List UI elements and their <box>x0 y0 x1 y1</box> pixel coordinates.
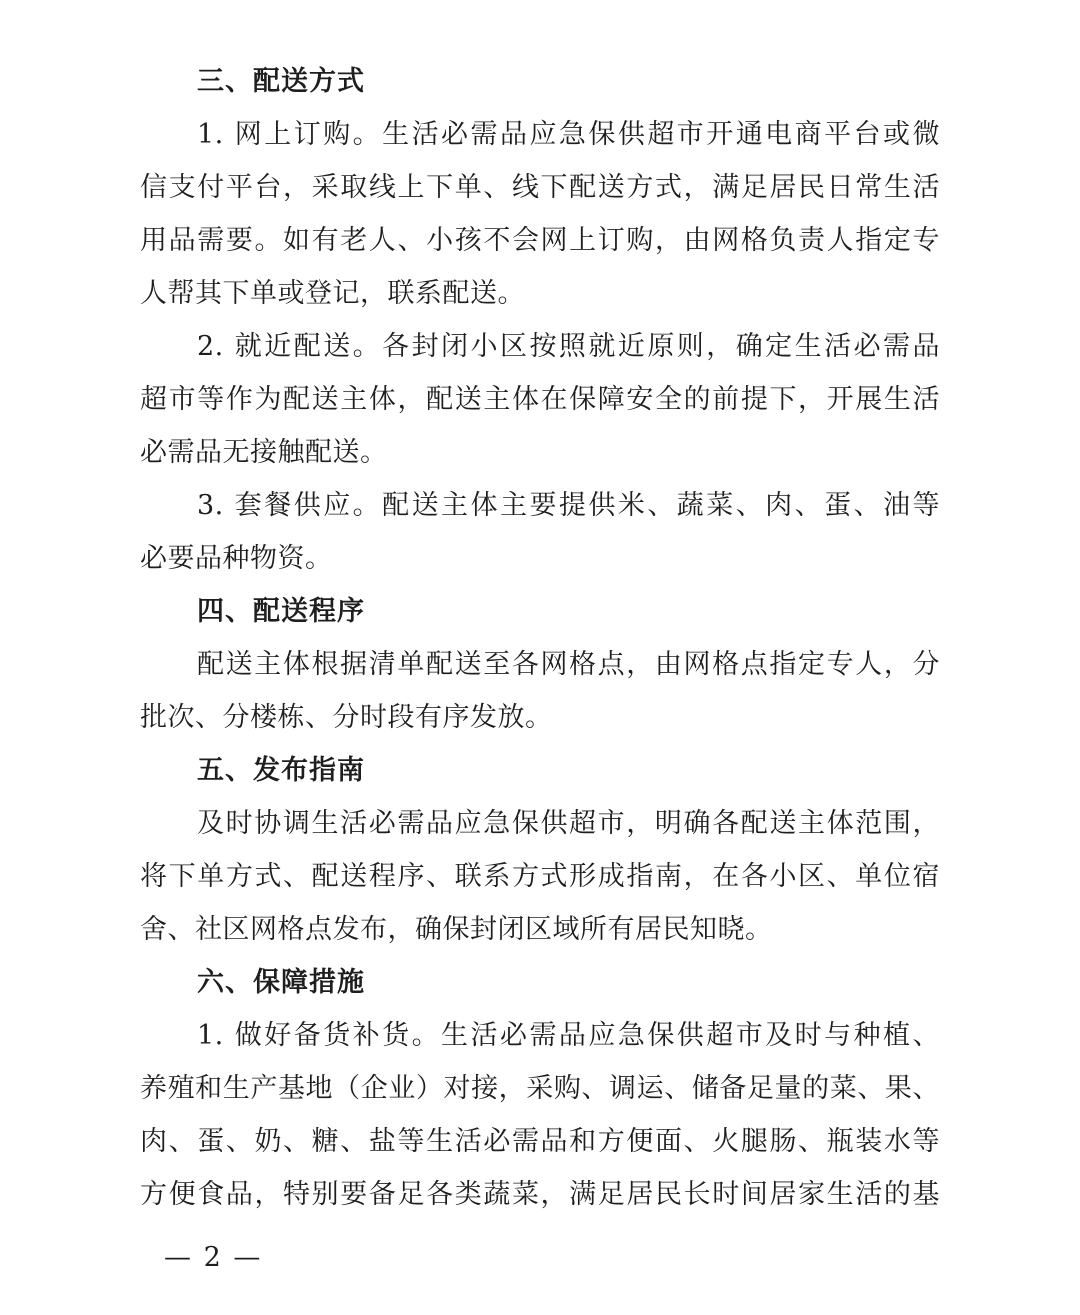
section-heading-delivery-method: 三、配送方式 <box>197 66 365 97</box>
paragraph-line: 批次、分楼栋、分时段有序发放。 <box>140 702 553 733</box>
paragraph-line: 2. 就近配送。各封闭小区按照就近原则，确定生活必需品 <box>197 331 940 362</box>
section-heading-delivery-procedure: 四、配送程序 <box>197 596 365 627</box>
paragraph-line: 1. 做好备货补货。生活必需品应急保供超市及时与种植、 <box>197 1020 940 1051</box>
paragraph-line: 及时协调生活必需品应急保供超市，明确各配送主体范围， <box>197 808 940 839</box>
paragraph-line: 用品需要。如有老人、小孩不会网上订购，由网格负责人指定专 <box>140 225 940 256</box>
paragraph-line: 配送主体根据清单配送至各网格点，由网格点指定专人，分 <box>197 649 940 680</box>
paragraph-line: 1. 网上订购。生活必需品应急保供超市开通电商平台或微 <box>197 119 940 150</box>
paragraph-line: 超市等作为配送主体，配送主体在保障安全的前提下，开展生活 <box>140 384 940 415</box>
section-heading-publish-guide: 五、发布指南 <box>197 755 365 786</box>
section-heading-safeguard-measures: 六、保障措施 <box>197 967 365 998</box>
paragraph-line: 信支付平台，采取线上下单、线下配送方式，满足居民日常生活 <box>140 172 940 203</box>
paragraph-line: 必需品无接触配送。 <box>140 437 388 468</box>
paragraph-line: 必要品种物资。 <box>140 543 333 574</box>
paragraph-line: 将下单方式、配送程序、联系方式形成指南，在各小区、单位宿 <box>140 861 940 892</box>
paragraph-line: 舍、社区网格点发布，确保封闭区域所有居民知晓。 <box>140 914 773 945</box>
paragraph-line: 肉、蛋、奶、糖、盐等生活必需品和方便面、火腿肠、瓶装水等 <box>140 1126 940 1157</box>
paragraph-line: 养殖和生产基地（企业）对接，采购、调运、储备足量的菜、果、 <box>140 1073 940 1104</box>
paragraph-line: 3. 套餐供应。配送主体主要提供米、蔬菜、肉、蛋、油等 <box>197 490 940 521</box>
paragraph-line: 人帮其下单或登记，联系配送。 <box>140 278 525 309</box>
paragraph-line: 方便食品，特别要备足各类蔬菜，满足居民长时间居家生活的基 <box>140 1179 940 1210</box>
page-number: — 2 — <box>164 1242 263 1273</box>
